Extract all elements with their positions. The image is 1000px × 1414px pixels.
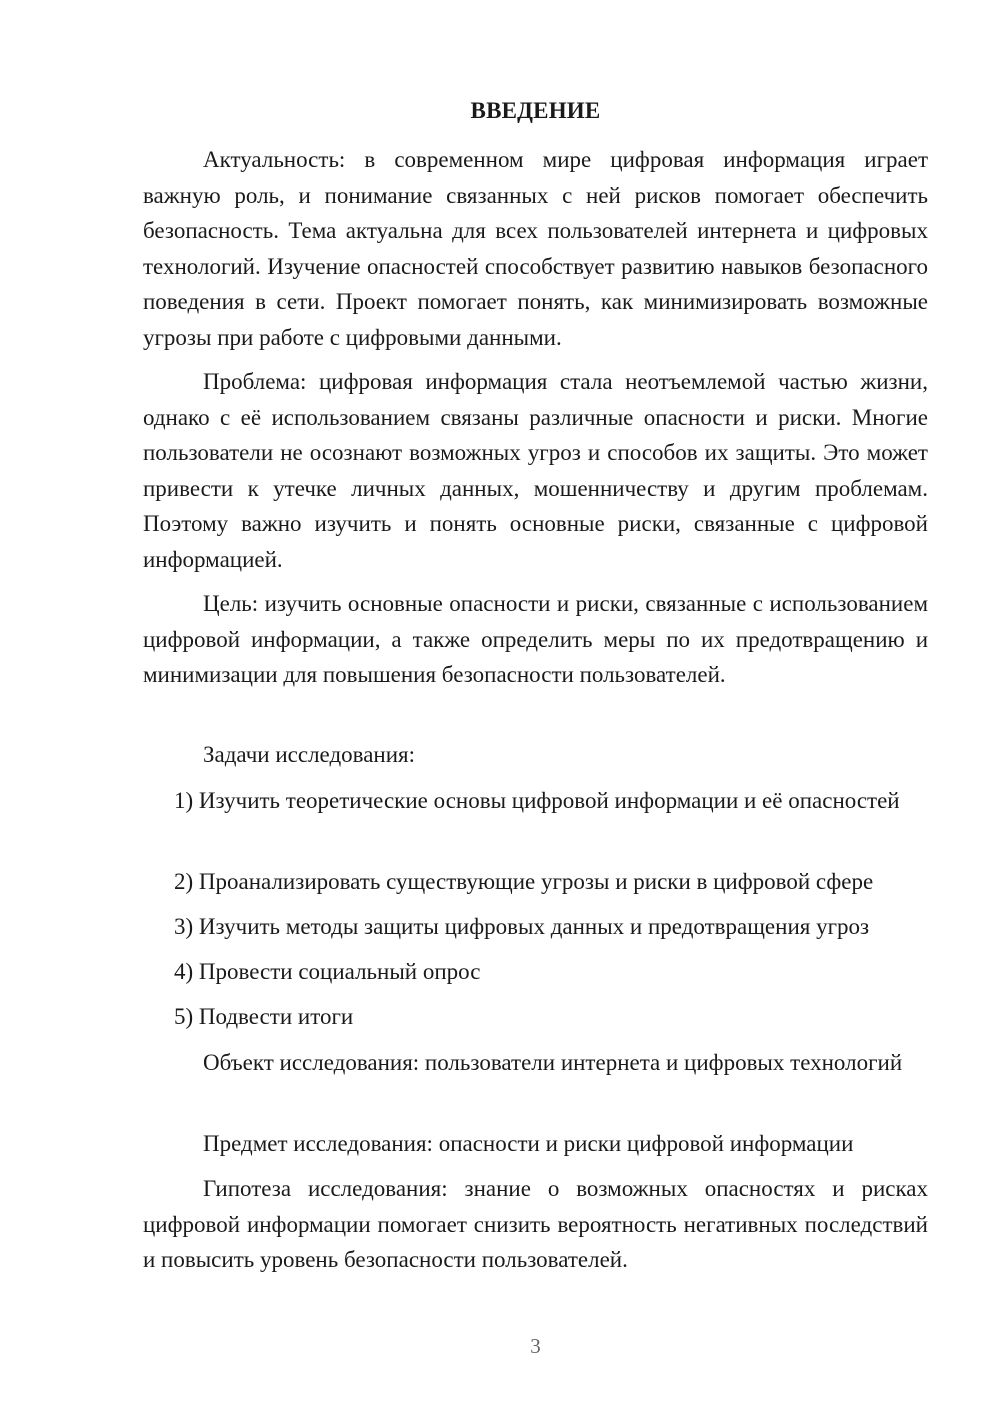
task-item-1: 1) Изучить теоретические основы цифровой информации и её опасностей	[174, 788, 900, 813]
task-item-5: 5) Подвести итоги	[174, 1004, 354, 1029]
tasks-heading: Задачи исследования:	[203, 742, 416, 767]
paragraph-relevance: Актуальность: в современном мире цифровая информация играет важную роль, и понимание связанных с ней рисков помогает обеспечить безопасность. Тема актуальна для всех пользователей интернета и цифровых технологий. Изучение опасностей способствует развитию навыков безопасного поведения в сети. Проект помогает понять, как минимизировать возможные угрозы при работе с цифровыми данными.	[143, 147, 928, 350]
paragraph-goal: Цель: изучить основные опасности и риски, связанные с использованием цифровой информации, а также определить меры по их предотвращению и минимизации для повышения безопасности пользователей.	[143, 591, 928, 687]
task-item-4: 4) Провести социальный опрос	[174, 959, 481, 984]
task-item-2: 2) Проанализировать существующие угрозы и риски в цифровой сфере	[174, 869, 874, 894]
page-number: 3	[530, 1334, 541, 1358]
paragraph-subject: Предмет исследования: опасности и риски цифровой информации	[203, 1131, 854, 1156]
paragraph-object: Объект исследования: пользователи интернета и цифровых технологий	[203, 1050, 903, 1075]
document-page	[143, 0, 928, 1414]
section-title: ВВЕДЕНИЕ	[470, 98, 601, 123]
task-item-3: 3) Изучить методы защиты цифровых данных и предотвращения угроз	[174, 914, 870, 939]
paragraph-problem: Проблема: цифровая информация стала неотъемлемой частью жизни, однако с её использованием связаны различные опасности и риски. Многие пользователи не осознают возможных угроз и способов их защиты. Это может привести к утечке личных данных, мошенничеству и другим проблемам. Поэтому важно изучить и понять основные риски, связанные с цифровой информацией.	[143, 369, 928, 572]
paragraph-hypothesis: Гипотеза исследования: знание о возможных опасностях и рисках цифровой информации помогает снизить вероятность негативных последствий и повысить уровень безопасности пользователей.	[143, 1176, 928, 1272]
